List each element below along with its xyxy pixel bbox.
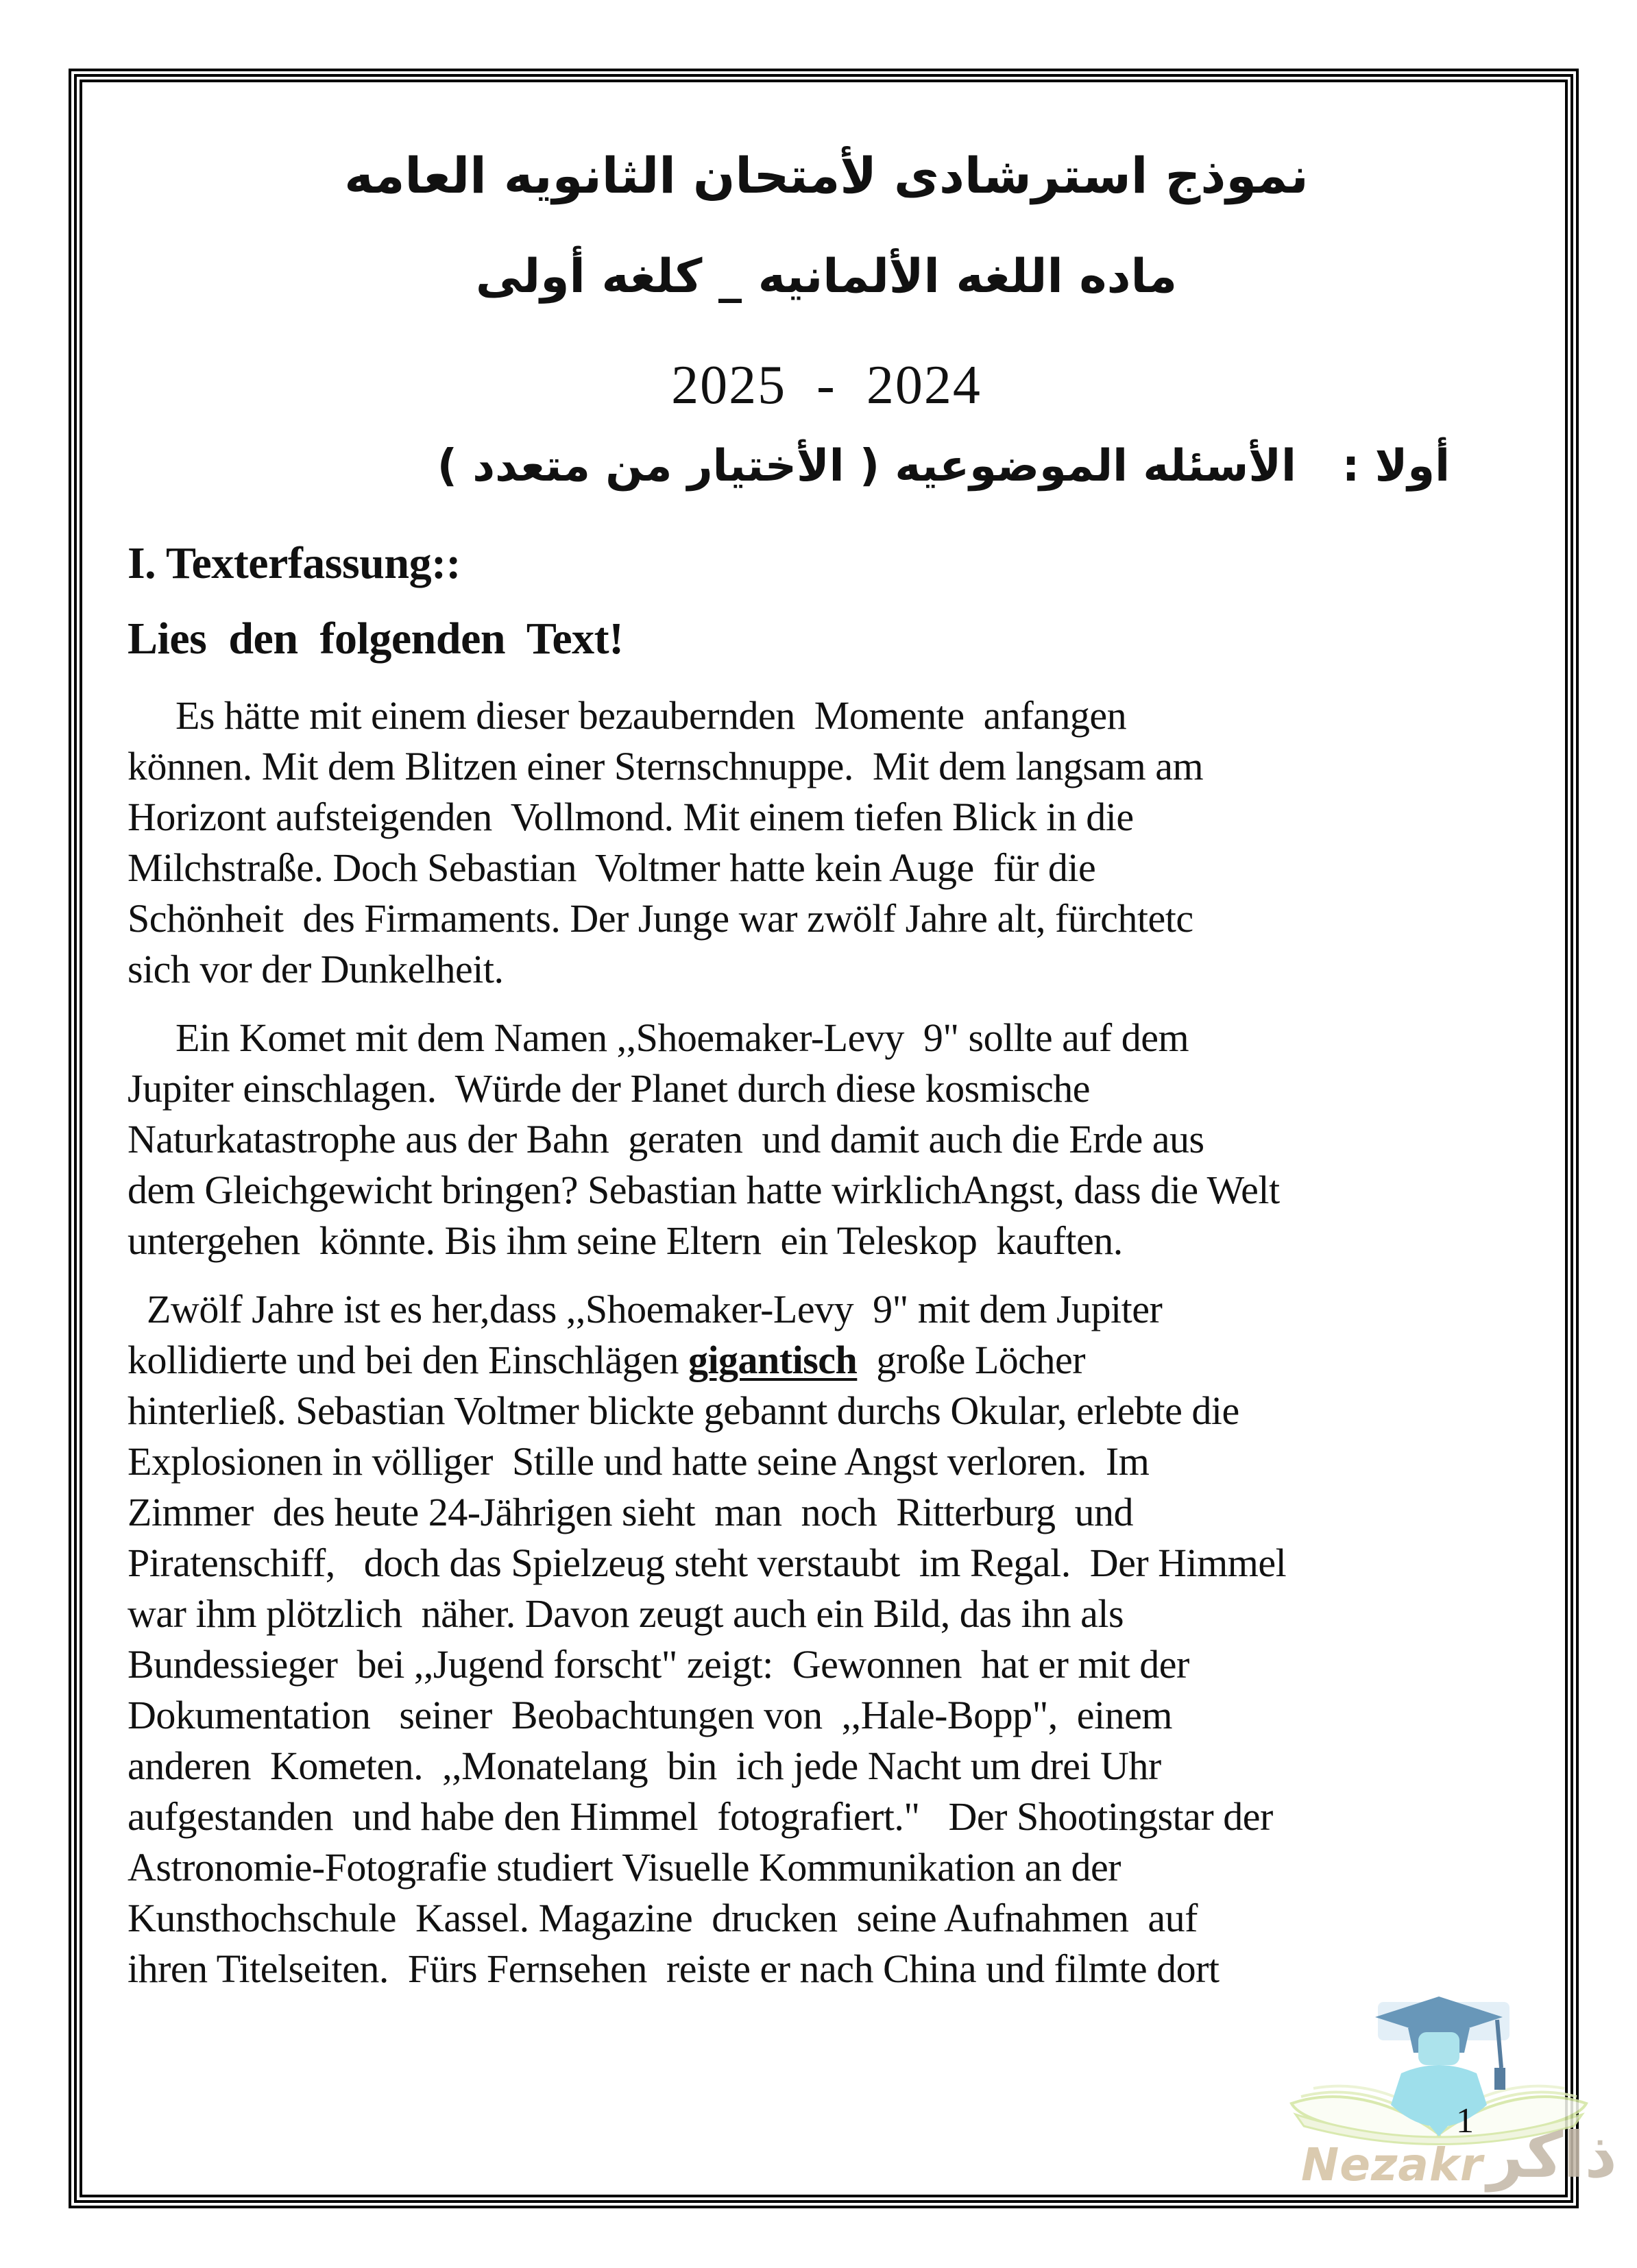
reading-instruction: Lies den folgenden Text!: [128, 614, 624, 664]
text-segment: Schönheit des Firmaments. Der Junge war zwölf Jahre alt, fürchtetc: [128, 896, 1193, 941]
watermark-brand-latin: Nezakr: [1301, 2138, 1483, 2191]
text-segment: Bundessieger bei ,,Jugend forscht" zeigt: Gewonnen hat er mit der: [128, 1642, 1189, 1687]
body-text: [128, 690, 1525, 1994]
text-segment: untergehen könnte. Bis ihm seine Eltern ein Teleskop kauften.: [128, 1218, 1123, 1263]
text-segment: Dokumentation seiner Beobachtungen von ,,Hale-Bopp", einem: [128, 1693, 1172, 1737]
text-line: [128, 1216, 1525, 1266]
text-segment: Piratenschiff, doch das Spielzeug steht verstaubt im Regal. Der Himmel: [128, 1541, 1287, 1585]
text-line: [128, 893, 1525, 944]
text-segment: war ihm plötzlich näher. Davon zeugt auch ein Bild, das ihn als: [128, 1591, 1124, 1636]
text-segment: Zimmer des heute 24-Jährigen sieht man noch Ritterburg und: [128, 1490, 1134, 1534]
text-line: [128, 1436, 1525, 1487]
text-line: [128, 1792, 1525, 1842]
text-line: [128, 1165, 1525, 1216]
text-segment: hinterließ. Sebastian Voltmer blickte gebannt durchs Okular, erlebte die: [128, 1388, 1239, 1433]
paragraph: [128, 1284, 1525, 1994]
text-segment: Astronomie-Fotografie studiert Visuelle Kommunikation an der: [128, 1845, 1121, 1890]
text-line: [128, 741, 1525, 792]
text-line: [128, 1538, 1525, 1589]
text-line: [128, 792, 1525, 843]
text-line: [128, 1013, 1525, 1063]
text-segment: Zwölf Jahre ist es her,dass ,,Shoemaker-Levy 9" mit dem Jupiter: [128, 1287, 1163, 1331]
exam-title-line2: ماده اللغه الألمانيه _ كلغه أولى: [475, 250, 1178, 304]
paragraph: [128, 1013, 1525, 1266]
page-number: 1: [1456, 2101, 1474, 2140]
text-line: [128, 1386, 1525, 1436]
text-line: [128, 1589, 1525, 1639]
text-line: [128, 1487, 1525, 1538]
text-segment: ihren Titelseiten. Fürs Fernsehen reiste er nach China und filmte dort: [128, 1946, 1220, 1991]
page-content: [84, 84, 1558, 2188]
text-segment: Naturkatastrophe aus der Bahn geraten und damit auch die Erde aus: [128, 1117, 1204, 1161]
text-segment: Es hätte mit einem dieser bezaubernden Momente anfangen: [128, 693, 1127, 738]
text-segment: anderen Kometen. ,,Monatelang bin ich jede Nacht um drei Uhr: [128, 1744, 1161, 1788]
text-segment: Jupiter einschlagen. Würde der Planet durch diese kosmische: [128, 1066, 1090, 1111]
emphasized-word: gigantisch: [688, 1338, 858, 1382]
text-segment: dem Gleichgewicht bringen? Sebastian hatte wirklichAngst, dass die Welt: [128, 1168, 1280, 1212]
text-segment: Milchstraße. Doch Sebastian Voltmer hatte kein Auge für die: [128, 845, 1096, 890]
text-line: [128, 690, 1525, 741]
text-segment: aufgestanden und habe den Himmel fotografiert." Der Shootingstar der: [128, 1794, 1273, 1839]
body-section-title: I. Texterfassung::: [128, 538, 461, 588]
watermark-brand-arabic: ذاكر: [1487, 2119, 1617, 2192]
text-line: [128, 944, 1525, 995]
text-line: [128, 1639, 1525, 1690]
paragraph: [128, 690, 1525, 995]
exam-title-line1: نموذج استرشادى لأمتحان الثانويه العامه: [344, 147, 1309, 204]
text-line: [128, 1063, 1525, 1114]
text-line: [128, 1893, 1525, 1944]
text-segment: Kunsthochschule Kassel. Magazine drucken seine Aufnahmen auf: [128, 1896, 1198, 1940]
text-segment: sich vor der Dunkelheit.: [128, 947, 504, 991]
text-segment: Ein Komet mit dem Namen ,,Shoemaker-Levy 9" sollte auf dem: [128, 1015, 1189, 1060]
text-line: [128, 1842, 1525, 1893]
text-segment: große Löcher: [857, 1338, 1086, 1382]
text-line: [128, 843, 1525, 893]
section-heading-arabic: أولا : الأسئله الموضوعيه ( الأختيار من متعدد ): [437, 441, 1450, 492]
exam-years: 2025 - 2024: [671, 355, 982, 415]
text-segment: Explosionen in völliger Stille und hatte seine Angst verloren. Im: [128, 1439, 1150, 1484]
text-line: [128, 1114, 1525, 1165]
text-line: [128, 1335, 1525, 1386]
text-line: [128, 1690, 1525, 1741]
text-line: [128, 1741, 1525, 1792]
text-segment: können. Mit dem Blitzen einer Sternschnuppe. Mit dem langsam am: [128, 744, 1204, 788]
watermark-brand: [1301, 2119, 1617, 2199]
text-line: [128, 1284, 1525, 1335]
text-segment: kollidierte und bei den Einschlägen: [128, 1338, 688, 1382]
text-segment: Horizont aufsteigenden Vollmond. Mit einem tiefen Blick in die: [128, 795, 1134, 839]
